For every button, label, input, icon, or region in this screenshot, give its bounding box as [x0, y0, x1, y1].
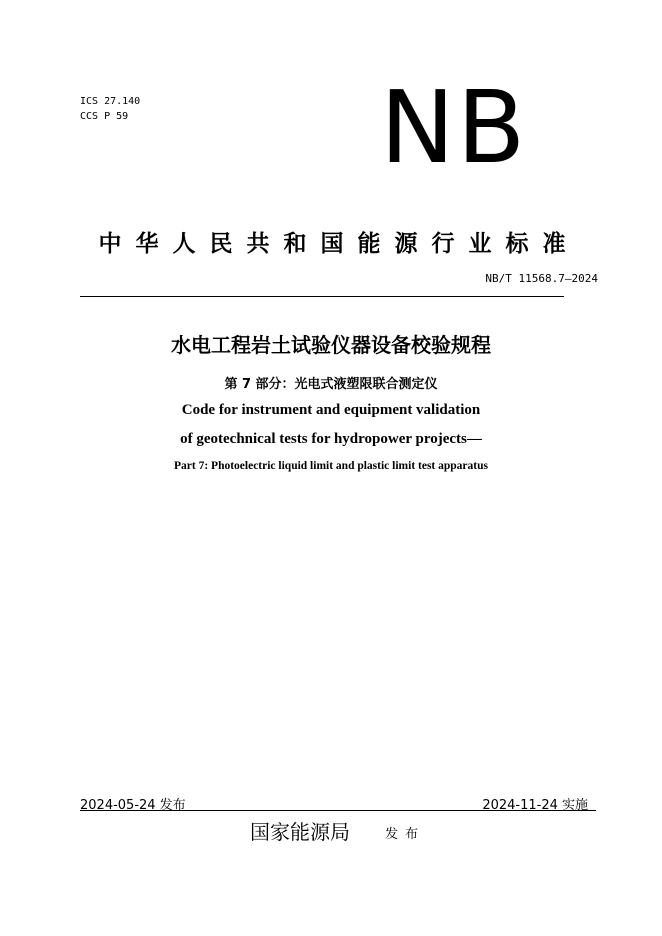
standard-classification: 中华人民共和国能源行业标准	[98, 231, 580, 257]
part-title-chinese: 第 7 部分：光电式液塑限联合测定仪	[224, 377, 438, 392]
title-chinese: 水电工程岩土试验仪器设备校验规程	[171, 333, 491, 357]
title-english-line2: of geotechnical tests for hydropower projects—	[180, 431, 482, 447]
ics-code: ICS 27.140	[80, 96, 141, 107]
standard-number: NB/T 11568.7—2024	[485, 272, 598, 285]
ccs-code: CCS P 59	[80, 111, 129, 122]
part-title-english: Part 7: Photoelectric liquid limit and plastic limit test apparatus	[174, 460, 488, 472]
classification-codes	[80, 94, 140, 124]
bottom-divider	[80, 810, 596, 811]
implementation-date: 2024-11-24 实施	[482, 798, 588, 813]
top-divider	[80, 296, 564, 297]
title-english-line1: Code for instrument and equipment validation	[181, 402, 481, 418]
nb-logo: NB	[380, 69, 528, 186]
issue-date: 2024-05-24 发布	[80, 798, 186, 813]
publish-label: 发布	[385, 827, 426, 842]
issuing-authority: 国家能源局	[250, 820, 350, 844]
